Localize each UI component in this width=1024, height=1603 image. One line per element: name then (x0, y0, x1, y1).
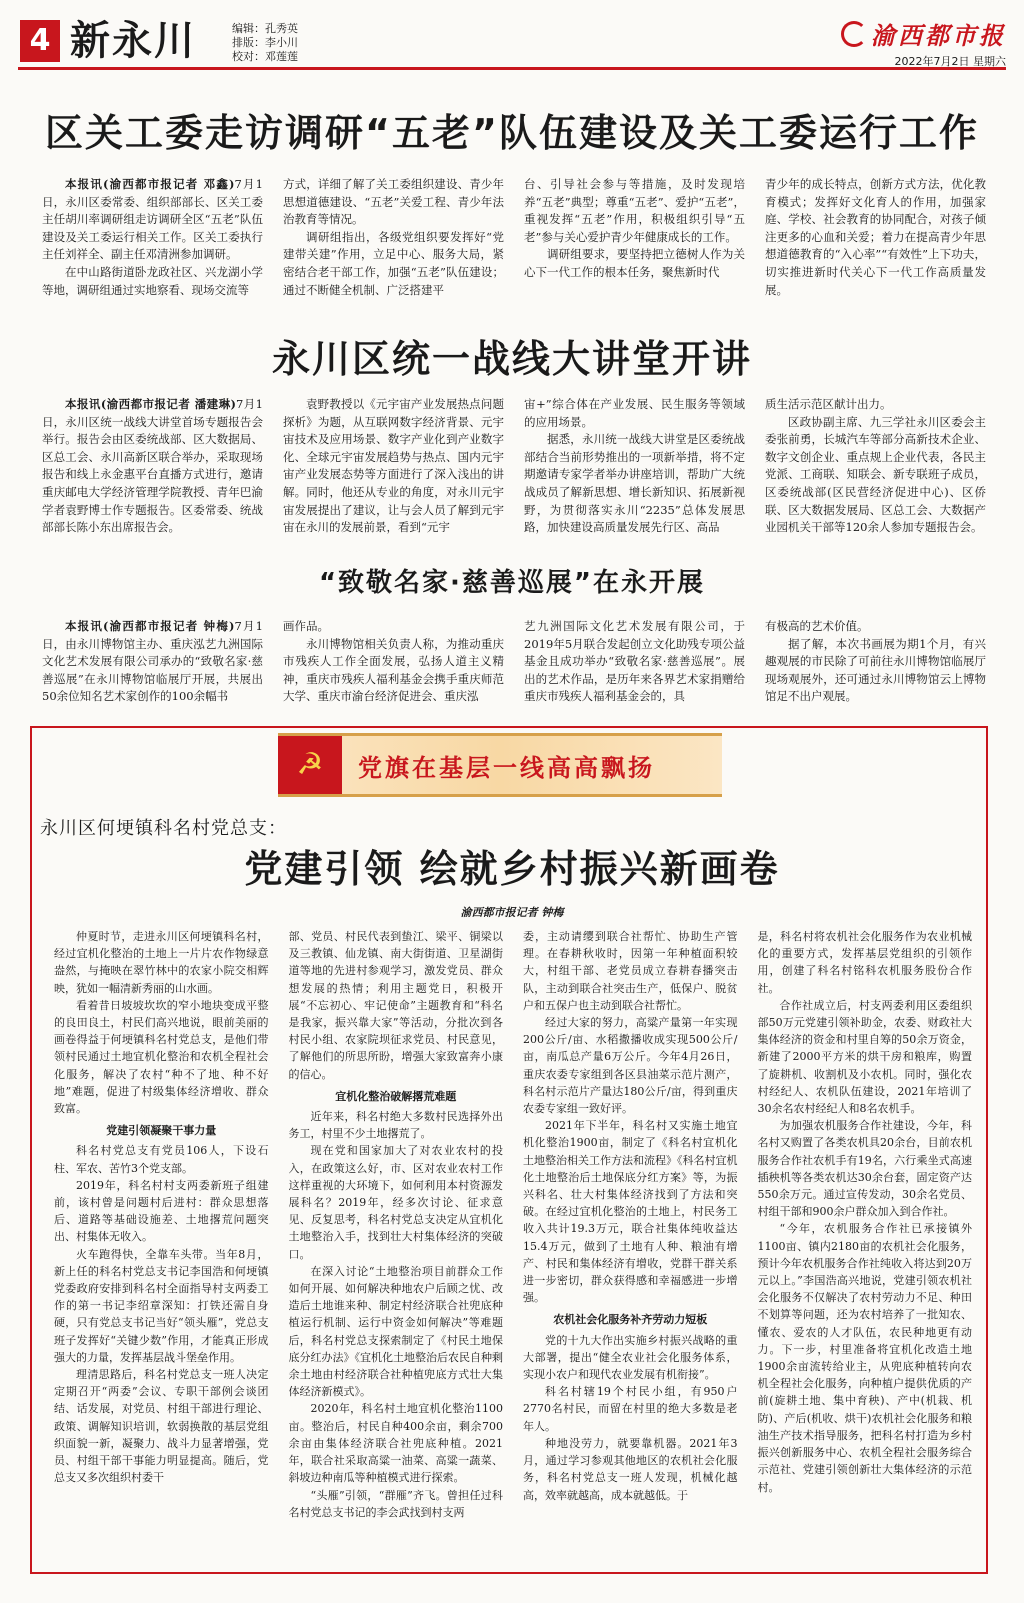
section-name: 新永川 (70, 17, 196, 64)
article1-col: 台、引导社会参与等措施，及时发现培养“五老”典型；尊重“五老”、爱护“五老”，重视发挥“五老”作用，积极组织引导“五老”参与关心爱护青少年健康成长的工作。 调研组要求，要坚持把立德树人作为关心下一代工作的根本任务，聚焦新时代 (524, 177, 745, 279)
article3-title: “致敬名家·慈善巡展”在永开展 (318, 568, 706, 598)
article2-col: 本报讯(渝西都市报记者 潘建琳)7月1日，永川区统一战线大讲堂首场专题报告会举行。报告会由区委统战部、区大数据局、区总工会、永川高新区联合举办，采取现场报告和线上永金惠平台直播方式进行，邀请重庆邮电大学经济管理学院教授、青年巴渝学者袁野博士作专题报告。区委常委、统战部部长陈小东出席报告会。 (42, 397, 263, 535)
article2-title: 永川区统一战线大讲堂开讲 (271, 337, 752, 381)
layout-credit: 排版：李小川 (232, 36, 298, 49)
article1-title: 区关工委走访调研“五老”队伍建设及关工委运行工作 (45, 111, 979, 155)
article1-byline: 本报讯(渝西都市报记者 邓鑫) (65, 177, 235, 191)
feature-body (54, 928, 972, 1564)
issue-date: 2022年7月2日 星期六 (894, 55, 1006, 68)
article1-col: 青少年的成长特点，创新方式方法，优化教育模式；发挥好文化育人的作用，加强家庭、学校、社会教育的协同配合，对孩子倾注更多的心血和关爱；着力在提高青少年思想道德教育的“入心率”“有效性”上下功夫，切实推进新时代关心下一代工作高质量发展。 (765, 177, 986, 297)
article1-body (42, 176, 986, 298)
feature-col: 部、党员、村民代表到蛰江、梁平、铜梁以及三教镇、仙龙镇、南大街街道、卫星湖街道等地的先进村参观学习，激发党员、群众想发展的热情；利用主题党日，积极开展“不忘初心、牢记使命”主题教育和“科名是我家，振兴靠大家”等活动，分批次到各村民小组、农家院坝征求党员、村民意见，了解他们的所思所盼，增强大家致富奔小康的信心。 宜机化整治破解撂荒难题 近年来，科名村绝大多数村民选择外出务工，村里不少土地撂荒了。 现在党和国家加大了对农业农村的投入，在政策这么好，市、区对农业农村工作这样重视的大环境下，如何利用本村资源发展科名？2019年，经多次讨论、征求意见、反复思考，科名村党总支决定从宜机化土地整治入手，找到壮大村集体经济的突破口。 在深入讨论“土地整治项目前群众工作如何开展、如何解决种地农户后顾之忧、改造后土地谁来种、制定村经济联合社兜底种植运行机制、运行中资金如何解决”等难题后，科名村党总支探索制定了《村民土地保底分红办法》《宜机化土地整治后农民自种剩余土地由村经济联合社种植兜底方式壮大集体经济新模式》。 2020年，科名村土地宜机化整治1100亩。整治后，村民自种400余亩，剩余700余亩由集体经济联合社兜底种植。2021年，联合社采取高粱一油菜、高粱一蔬菜、斜坡边种南瓜等种植模式进行探索。 “头雁”引领，“群雁”齐飞。曾担任过科名村党总支书记的李会武找到村支两 (288, 930, 503, 1519)
subheading: 农机社会化服务补齐劳动力短板 (553, 1313, 708, 1327)
article3-col: 有极高的艺术价值。 据了解，本次书画展为期1个月，有兴趣观展的市民除了可前往永川博物馆临展厅现场观展外，还可通过永川博物馆云上博物馆足不出户观展。 (765, 619, 986, 704)
article3-col: 画作品。 永川博物馆相关负责人称，为推动重庆市残疾人工作全面发展，弘扬人道主义精神，重庆市残疾人福利基金会携手重庆师范大学、重庆市渝台经济促进会、重庆泓 (283, 619, 504, 704)
feature-reporter: 渝西都市报记者 钟梅 (460, 906, 564, 919)
article3-body (42, 618, 986, 708)
article2-col: 袁野教授以《元宇宙产业发展热点问题探析》为题，从互联网数字经济背景、元宇宙技术及应用场景、数字产业化到产业数字化、全球元宇宙发展趋势与热点、国内元宇宙产业发展态势等方面进行了深入浅出的讲解。同时，他还从专业的角度，对永川元宇宙发展提出了建议，让与会人员了解到元宇宙在永川的发展前景，看到“元宇 (283, 397, 504, 535)
article1-col: 方式，详细了解了关工委组织建设、青少年思想道德建设、“五老”关爱工程、青少年法治教育等情况。 调研组指出，各级党组织要发挥好“党建带关建”作用，立足中心、服务大局，紧密结合老干部工作，加强“五老”队伍建设；通过不断健全机制、广泛搭建平 (283, 177, 504, 297)
article2-col: 质生活示范区献计出力。 区政协副主席、九三学社永川区委会主委张前勇，长城汽车等部分高新技术企业、数字文创企业、重点规上企业代表，各民主党派、工商联、知联会、新专联班子成员，区委统战部(区民营经济促进中心)、区侨联、区大数据发展局、区总工会、大数据产业园机关干部等120余人参加专题报告会。 (765, 397, 986, 535)
article2-byline: 本报讯(渝西都市报记者 潘建琳) (65, 397, 236, 411)
brand-name: 渝西都市报 (871, 21, 1006, 50)
subheading: 宜机化整治破解撂荒难题 (335, 1089, 457, 1103)
banner-text: 党旗在基层一线高高飘扬 (358, 754, 655, 782)
article3-col: 艺九洲国际文化艺术发展有限公司，于2019年5月联合发起创立文化助残专项公益基金且成功举办“致敬名家·慈善巡展”。展出的艺术作品，是历年来各界艺术家捐赠给重庆市残疾人福利基金会的，具 (524, 619, 745, 704)
feature-banner (278, 733, 722, 797)
party-emblem-icon: ☭ (278, 736, 342, 794)
subheading: 党建引领凝聚干事力量 (106, 1124, 217, 1138)
newspaper-brand (826, 16, 1006, 69)
article2-body (42, 396, 986, 536)
article3-col: 本报讯(渝西都市报记者 钟梅)7月1日，由永川博物馆主办、重庆泓艺九洲国际文化艺术发展有限公司承办的“致敬名家·慈善巡展”在永川博物馆临展厅开展，共展出50余位知名艺术家创作的100余幅书 (42, 619, 263, 704)
editor-credit: 编辑：孔秀英 (232, 22, 298, 35)
page-number: 4 (20, 20, 60, 62)
masthead (18, 14, 1006, 70)
editor-credits (232, 22, 298, 64)
logo-icon (841, 21, 867, 47)
feature-col: 仲夏时节，走进永川区何埂镇科名村，经过宜机化整治的土地上一片片农作物绿意盎然，与掩映在翠竹林中的农家小院交相辉映，犹如一幅清新秀丽的山水画。 看着昔日坡坡坎坎的窄小地块变成平整的良田良土，村民们高兴地说，眼前美丽的画卷得益于何埂镇科名村党总支，是他们带领村民通过土地宜机化整治和农机全程社会化服务，解决了农村“种不了地、种不好地”难题，促进了村级集体经济增收、群众致富。 党建引领凝聚干事力量 科名村党总支有党员106人，下设石柱、军农、苦竹3个党支部。 2019年，科名村村支两委新班子组建前，该村曾是问题村后进村：群众思想落后、道路等基础设施差、土地撂荒问题突出、村集体无收入。 火车跑得快，全靠车头带。当年8月，新上任的科名村党总支书记李国浩和何埂镇党委政府安排到科名村全面指导村支两委工作的第一书记李绍章深知：打铁还需自身硬，只有党总支书记当好“领头雁”，党总支班子发挥好“关键少数”作用，才能真正形成强大的力量，发挥基层战斗堡垒作用。 理清思路后，科名村党总支一班人决定定期召开“两委”会议、专职干部例会谈团结、话发展，对党员、村组干部进行理论、政策、调解知识培训，软弱换散的基层党组织面貌一新，凝聚力、战斗力显著增强，党员、村组干部干事能力明显提高。随后，党总支又多次组织村委干 (54, 930, 269, 1485)
feature-col: 是，科名村将农机社会化服务作为农业机械化的重要方式，发挥基层党组织的引领作用，创建了科名村铭科农机服务股份合作社。 合作社成立后，村支两委利用区委组织部50万元党建引领补助金，农委、财政社大集体经济的资金和村里自筹的50余万资金，新建了2000平方米的烘干房和粮库，购置了旋耕机、收割机及小农机。同时，强化农村经纪人、农机队伍建设，2021年培训了30余名农村经纪人和8名农机手。 为加强农机服务合作社建设，今年，科名村又购置了各类农机具20余台，目前农机服务合作社农机手有19名，六行乘坐式高速插秧机等各类农机达30余台套，固定资产达550余万元。通过宣传发动，30余名党员、村组干部和900余户群众加入到合作社。 “今年，农机服务合作社已承接镇外1100亩、镇内2180亩的农机社会化服务，预计今年农机服务合作社纯收入将达到20万元以上。”李国浩高兴地说，党建引领农机社会化服务不仅解决了农村劳动力不足、种田不划算等问题，还为农村培养了一批知农、懂农、爱农的人才队伍，农民种地更有动力。下一步，村里准备将宜机化改造土地1900余亩流转给业主，从兜底种植转向农机全程社会化服务，向种植户提供优质的产前(旋耕土地、集中育秧)、产中(机栽、机防)、产后(机收、烘干)农机社会化服务和粮油生产技术指导服务，把科名村打造为乡村振兴创新服务中心、农机全程社会服务综合示范社、党建引领创新壮大集体经济的示范村。 (757, 930, 972, 1494)
feature-kicker: 永川区何埂镇科名村党总支： (40, 818, 287, 839)
article3-byline: 本报讯(渝西都市报记者 钟梅) (65, 619, 235, 633)
proof-credit: 校对：邓莲莲 (232, 50, 298, 63)
feature-title: 党建引领 绘就乡村振兴新画卷 (244, 846, 780, 891)
article2-col: 宙+”综合体在产业发展、民生服务等领域的应用场景。 据悉，永川统一战线大讲堂是区委统战部结合当前形势推出的一项新举措，将不定期邀请专家学者举办讲座培训，帮助广大统战成员了解新思想、增长新知识、拓展新视野，为贯彻落实永川“2235”总体发展思路，加快建设高质量发展先行区、高品 (524, 397, 745, 535)
article1-col: 本报讯(渝西都市报记者 邓鑫)7月1日，永川区委常委、组织部部长、区关工委主任胡川率调研组走访调研全区“五老”队伍建设及关工委运行相关工作。区关工委执行主任刘祥全、副主任邓清洲参加调研。 在中山路街道卧龙政社区、兴龙湖小学等地，调研组通过实地察看、现场交流等 (42, 177, 263, 297)
feature-col: 委，主动请缨到联合社帮忙、协助生产管理。在春耕秋收时，因第一年种植面积较大，村组干部、老党员成立春耕春播突击队，主动到联合社突击生产，低保户、脱贫户和五保户也主动到联合社帮忙。 经过大家的努力，高粱产量第一年实现200公斤/亩、水稻撒播收成实现500公斤/亩，南瓜总产量6万公斤。今年4月26日，重庆农委专家组到各区县油菜示范片测产，科名村示范片产量达180公斤/亩，得到重庆农委专家组一致好评。 2021年下半年，科名村又实施土地宜机化整治1900亩，制定了《科名村宜机化土地整治相关工作方法和流程》《科名村宜机化土地整治后土地保底分红方案》等，为振兴科名、壮大村集体经济找到了方法和突破。在经过宜机化整治的土地上，村民务工收入共计19.3万元，联合社集体纯收益达15.4万元，做到了土地有人种、粮油有增产、村民和集体经济有增收，党群干群关系进一步密切，群众获得感和幸福感进一步增强。 农机社会化服务补齐劳动力短板 党的十九大作出实施乡村振兴战略的重大部署，提出“健全农业社会化服务体系，实现小农户和现代农业发展有机衔接”。 科名村辖19个村民小组，有950户2770名村民，而留在村里的绝大多数是老年人。 种地没劳力，就要靠机器。2021年3月，通过学习参观其他地区的农机社会化服务，科名村党总支一班人发现，机械化越高，效率就越高，成本就越低。于 (523, 930, 738, 1502)
